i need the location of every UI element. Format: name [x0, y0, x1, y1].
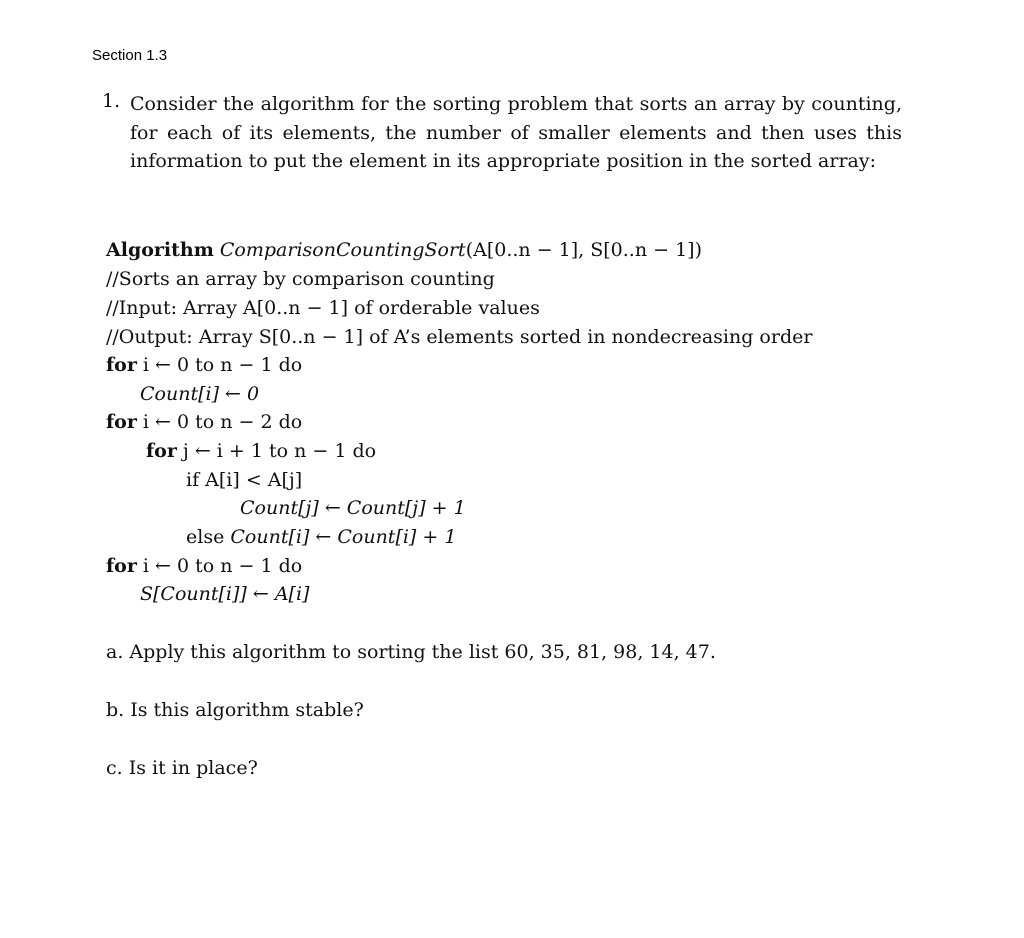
- code-rest: S[Count[i]] ← A[i]: [140, 583, 310, 605]
- code-line-6: [240, 494, 466, 522]
- algorithm-comment-purpose: //Sorts an array by comparison counting: [106, 268, 495, 290]
- algorithm-params: (A[0..n − 1], S[0..n − 1]): [465, 239, 702, 261]
- code-rest: i ← 0 to n − 2 do: [142, 411, 303, 433]
- problem-text: Consider the algorithm for the sorting problem that sorts an array by counting, for each of its elements, the number of smaller elements and then uses this information to put the element in its appropriate position in the sorted array:: [130, 93, 902, 172]
- algorithm-comment-output: //Output: Array S[0..n − 1] of A’s elements sorted in nondecreasing order: [106, 326, 813, 348]
- code-keyword: for: [146, 440, 177, 462]
- code-line-4: [146, 437, 376, 465]
- section-label: Section 1.3: [92, 47, 168, 64]
- code-line-9: [140, 580, 309, 608]
- code-line-3: [106, 408, 302, 436]
- code-rest: Count[i] ← Count[i] + 1: [230, 526, 457, 548]
- code-rest: i ← 0 to n − 1 do: [142, 354, 303, 376]
- code-rest: i ← 0 to n − 1 do: [142, 555, 303, 577]
- code-line-1: [106, 351, 302, 379]
- algorithm-header: [106, 236, 702, 264]
- code-keyword: for: [106, 354, 137, 376]
- algorithm-keyword: Algorithm: [106, 239, 214, 261]
- code-keyword: else: [186, 526, 225, 548]
- problem-number: 1.: [102, 90, 121, 112]
- code-rest: j ← i + 1 to n − 1 do: [182, 440, 377, 462]
- code-line-8: [106, 552, 302, 580]
- question-c: c. Is it in place?: [106, 757, 258, 779]
- code-rest: A[i] < A[j]: [205, 469, 303, 491]
- algorithm-name: ComparisonCountingSort: [219, 239, 466, 261]
- code-line-2: [140, 380, 259, 408]
- code-line-7: [186, 523, 456, 551]
- code-rest: Count[i] ← 0: [140, 383, 260, 405]
- code-line-5: [186, 466, 302, 494]
- problem-statement: [102, 90, 902, 176]
- code-keyword: if: [186, 469, 200, 491]
- question-b: b. Is this algorithm stable?: [106, 699, 364, 721]
- question-a: a. Apply this algorithm to sorting the list 60, 35, 81, 98, 14, 47.: [106, 641, 716, 663]
- code-rest: Count[j] ← Count[j] + 1: [240, 497, 466, 519]
- algorithm-comment-input: //Input: Array A[0..n − 1] of orderable values: [106, 297, 540, 319]
- code-keyword: for: [106, 555, 137, 577]
- code-keyword: for: [106, 411, 137, 433]
